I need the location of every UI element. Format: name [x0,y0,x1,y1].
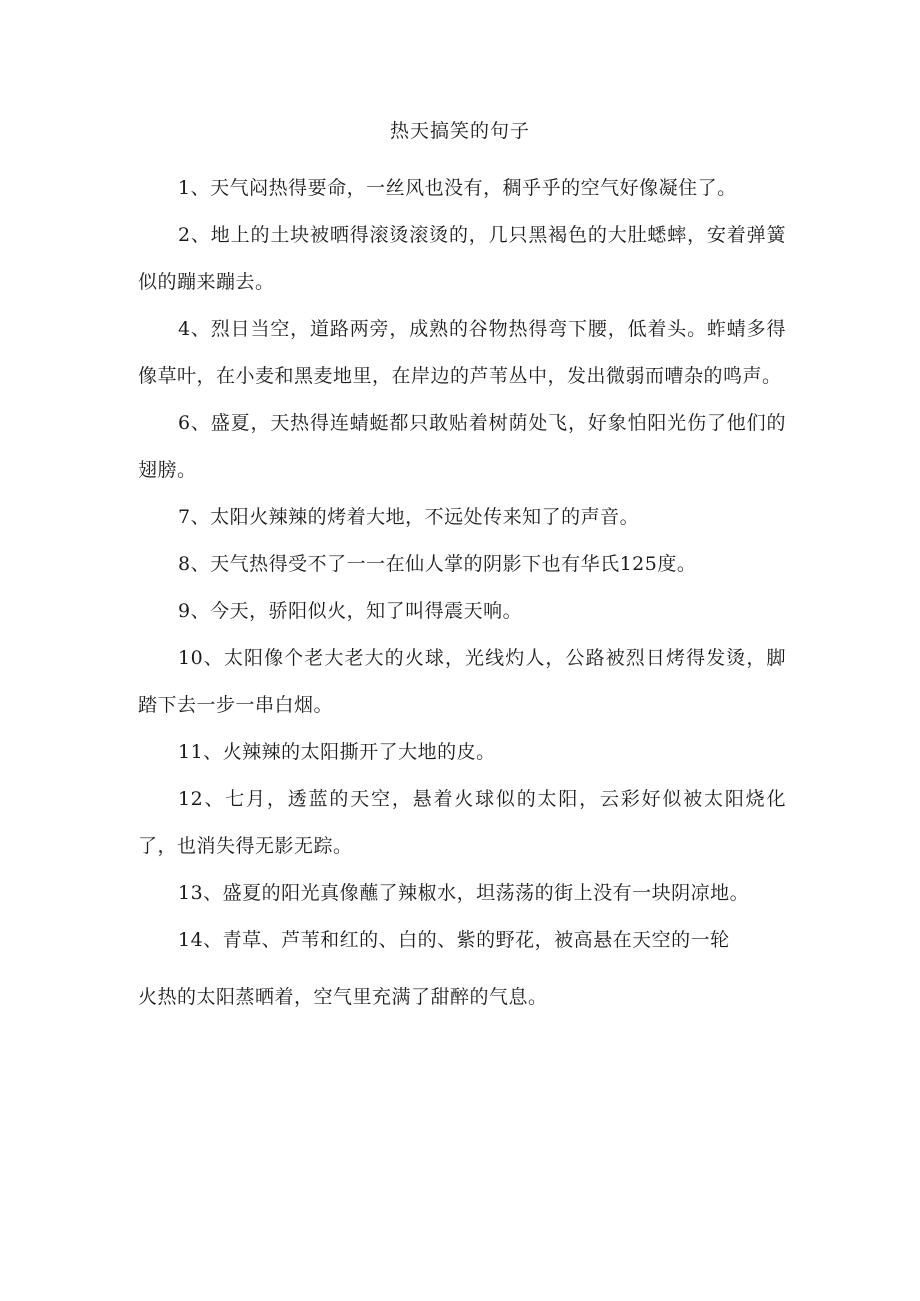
paragraph-10: 10、太阳像个老大老大的火球，光线灼人，公路被烈日烤得发烫，脚踏下去一步一串白烟。 [138,647,786,716]
paragraph-14-continuation: 火热的太阳蒸晒着，空气里充满了甜醉的气息。 [138,986,548,1008]
paragraph-14: 14、青草、芦苇和红的、白的、紫的野花，被高悬在天空的一轮 [178,929,730,951]
paragraph-12: 12、七月，透蓝的天空，悬着火球似的太阳，云彩好似被太阳烧化了，也消失得无影无踪。 [138,788,786,857]
paragraph-11: 11、火辣辣的太阳撕开了大地的皮。 [178,741,496,763]
document-body [138,165,786,1021]
paragraph-4: 4、烈日当空，道路两旁，成熟的谷物热得弯下腰，低着头。蚱蜻多得像草叶，在小麦和黑麦地里，在岸边的芦苇丛中，发出微弱而嘈杂的鸣声。 [138,318,786,387]
paragraph-7: 7、太阳火辣辣的烤着大地，不远处传来知了的声音。 [178,506,640,528]
paragraph-9: 9、今天，骄阳似火，知了叫得震天响。 [178,600,523,622]
paragraph-13: 13、盛夏的阳光真像蘸了辣椒水，坦荡荡的街上没有一块阴凉地。 [178,882,750,904]
paragraph-2: 2、地上的土块被晒得滚烫滚烫的，几只黑褐色的大肚蟋蟀，安着弹簧似的蹦来蹦去。 [138,224,786,293]
document-title: 热天搞笑的句子 [389,120,530,142]
paragraph-1: 1、天气闷热得要命，一丝风也没有，稠乎乎的空气好像凝住了。 [178,177,737,199]
paragraph-8: 8、天气热得受不了一一在仙人掌的阴影下也有华氏125度。 [178,553,697,575]
paragraph-6: 6、盛夏，天热得连蜻蜓都只敢贴着树荫处飞，好象怕阳光伤了他们的翅膀。 [138,412,786,481]
